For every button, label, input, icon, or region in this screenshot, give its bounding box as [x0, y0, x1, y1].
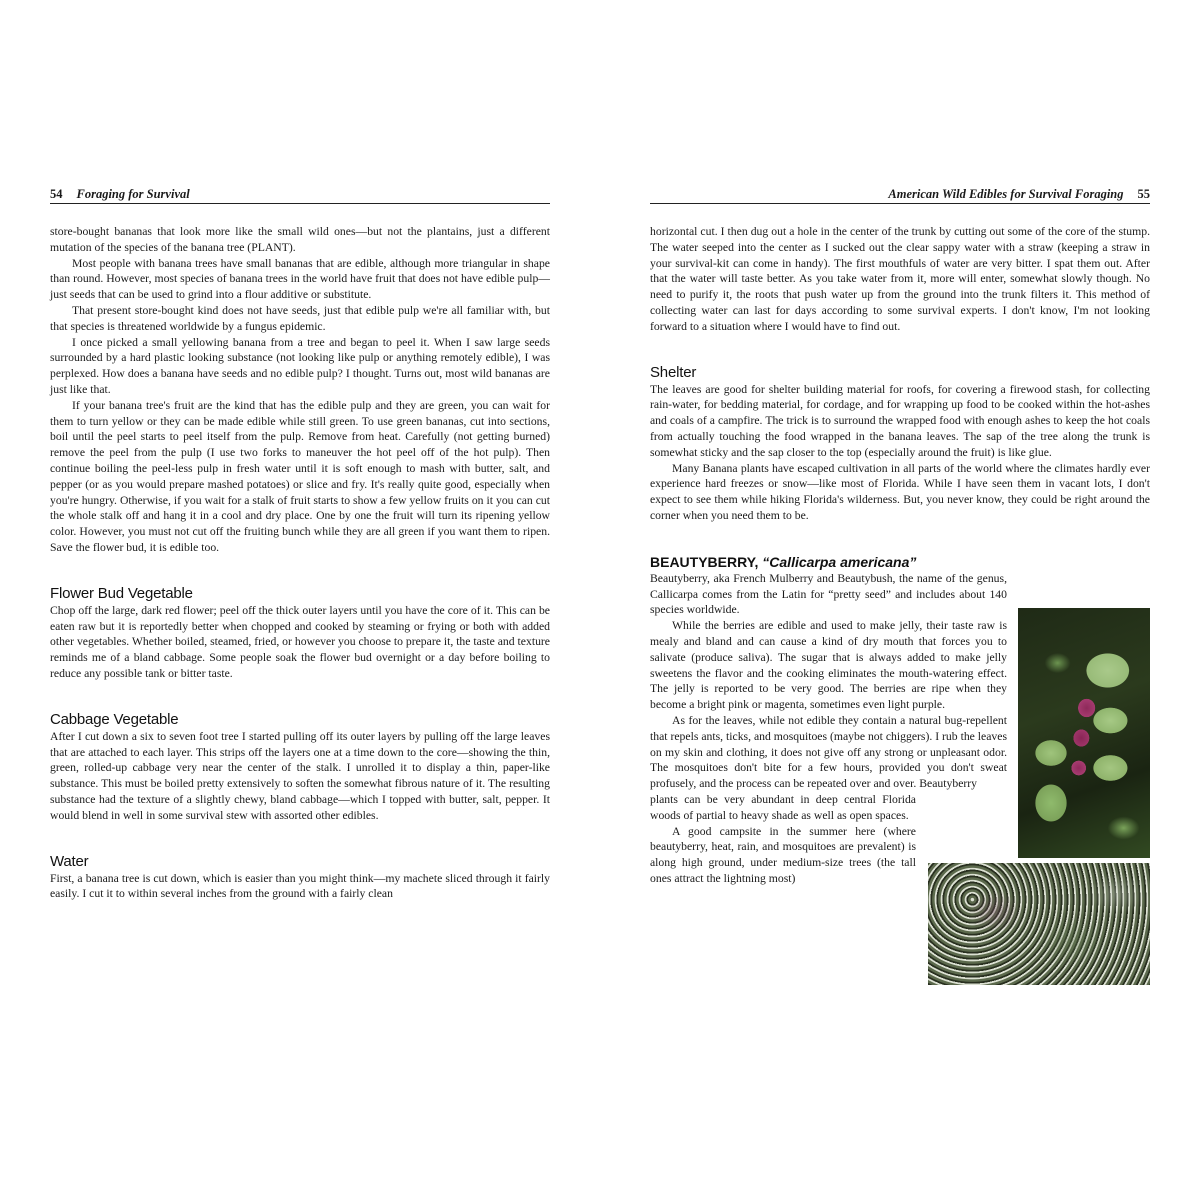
- paragraph: A good campsite in the summer here (where beautyberry, heat, rain, and mosquitoes are prevalent) is along high ground, under medium-size trees (the tall ones attract the lightning most): [650, 824, 916, 885]
- paragraph: Most people with banana trees have small bananas that are edible, although more triangular in shape than round. However, most species of banana trees in the world have fruit that does not have edible pulp—just seeds that can be used to grind into a flour additive or substitute.: [50, 256, 550, 302]
- plant-common-name: BEAUTYBERRY,: [650, 553, 759, 570]
- paragraph: plants can be very abundant in deep central Florida woods of partial to heavy shade as well as open spaces.: [650, 792, 916, 822]
- plant-heading-beautyberry: [650, 553, 1150, 571]
- beautyberry-bush-photo: [928, 863, 1150, 985]
- paragraph: As for the leaves, while not edible they contain a natural bug-repellent that repels ants, ticks, and mosquitoes (maybe not chiggers). I rub the leaves on my skin and clothing, it does not give off any strong or unpleasant odor. The mosquitoes don't bite for a few hours, provided you don't sweat profusely, and the process can be repeated over and over. Beautyberry: [650, 713, 1007, 791]
- paragraph: If your banana tree's fruit are the kind that has the edible pulp and they are green, you can wait for them to turn yellow or they can be made edible while still green. To use green bananas, cut into sections, boil until the peel starts to peel itself from the pulp. Remove from heat. Carefully (not getting burned) remove the peel from the pulp (I use two forks to maneuver the hot peel off of the hot pulp). Then continue boiling the peel-less pulp in fresh water until it is soft enough to mash with butter, salt, and pepper (or as you would prepare mashed potatoes) or slice and fry. It's really quite good, especially when you're hungry. Otherwise, if you wait for a stalk of fruit starts to show a few yellow fruits on it you can cut the whole stalk off and hang it in a cool and dry place. One by one the fruit will turn its ripening yellow color. However, you must not cut off the fruiting bunch while they are all green if you want them to ripen. Save the flower bud, it is edible too.: [50, 398, 550, 554]
- beautyberry-branch-photo: [1018, 608, 1150, 858]
- running-head-title: Foraging for Survival: [76, 187, 190, 201]
- paragraph: Beautyberry, aka French Mulberry and Beautybush, the name of the genus, Callicarpa comes from the Latin for “pretty seed” and includes about 140 species worldwide.: [650, 571, 1007, 617]
- page-number: 55: [1137, 187, 1150, 201]
- paragraph: While the berries are edible and used to make jelly, their taste raw is mealy and bland and can cause a kind of dry mouth that forces you to salivate (produce saliva). The sugar that is always added to make jelly sweetens the flavor and the cooking eliminates the mouth-watering effect. The jelly is reported to be very good. The berries are ripe when they become a bright pink or magenta, sometimes even light purple.: [650, 619, 1007, 712]
- paragraph: horizontal cut. I then dug out a hole in the center of the trunk by cutting out some of the core of the stump. The water seeped into the center as I sucked out the clear sappy water with a straw (keeping a straw in your survival-kit can come in handy). The first mouthfuls of water are very bitter. I spat them out. After that the water will taste better. As you take water from it, more will enter, somewhat slowly though. No need to purify it, the roots that push water up from the ground into the trunk filters it. This method of collecting water can last for days according to some survival experts. I don't know, I'm not looking forward to a situation where I would have to find out.: [650, 225, 1150, 333]
- section-heading-flower-bud: Flower Bud Vegetable: [50, 584, 193, 602]
- paragraph: Chop off the large, dark red flower; peel off the thick outer layers until you have the core of it. This can be eaten raw but it is reportedly better when chopped and cooked by steaming or frying or both with added other vegetables. Whether boiled, steamed, fried, or however you choose to prepare it, the taste and texture reminds me of a bland cabbage. Some people soak the flower bud overnight or a day before boiling to reduce any possible tank or bitter taste.: [50, 603, 550, 680]
- plant-latin-name: “Callicarpa americana”: [762, 553, 917, 570]
- paragraph: The leaves are good for shelter building material for roofs, for covering a firewood stash, for collecting rain-water, for bedding material, for cordage, and for wrapping up food to be cooked within the hot-ashes and coals of a campfire. The trick is to surround the wrapped food with enough ashes to keep the hot coals from actually touching the food wrapped in the banana leaves. The sap of the tree along the trunk is somewhat sticky and the sap closer to the top (especially around the fruit) is like glue.: [650, 382, 1150, 459]
- paragraph: store-bought bananas that look more like the small wild ones—but not the plantains, just a different mutation of the species of the banana tree (PLANT).: [50, 225, 550, 254]
- paragraph: That present store-bought kind does not have seeds, just that edible pulp we're all familiar with, but that species is threatened worldwide by a fungus epidemic.: [50, 303, 550, 333]
- left-page: [50, 186, 550, 902]
- left-running-head: [50, 186, 550, 204]
- right-running-head: [650, 186, 1150, 204]
- beautyberry-text-narrower: [650, 792, 916, 887]
- left-page-body: [50, 224, 550, 902]
- running-head-title: American Wild Edibles for Survival Foraging: [888, 187, 1124, 201]
- section-heading-cabbage: Cabbage Vegetable: [50, 710, 179, 728]
- page-number: 54: [50, 187, 63, 201]
- paragraph: After I cut down a six to seven foot tree I started pulling off its outer layers by pulling off the large leaves that are attached to each layer. This strips off the layers one at a time down to the core—showing the thin, green, rolled-up cabbage very near the center of the stalk. I unrolled it to display a thin, paper-like substance. This must be boiled pretty extensively to soften the somewhat fibrous nature of it. The resulting substance had the texture of a slightly chewy, bland cabbage—which I topped with butter, salt, pepper. It would blend in well in some survival stew with assorted other edibles.: [50, 729, 550, 822]
- paragraph: I once picked a small yellowing banana from a tree and began to peel it. When I saw large seeds surrounded by a hard plastic looking substance (not looking like pulp or anything remotely edible), I was perplexed. How does a banana have seeds and no edible pulp? I thought. Turns out, most wild bananas are just like that.: [50, 335, 550, 396]
- paragraph: First, a banana tree is cut down, which is easier than you might think—my machete sliced through it fairly easily. I cut it to within several inches from the ground with a fairly clean: [50, 871, 550, 901]
- beautyberry-text-narrow: [650, 571, 1007, 792]
- paragraph: Many Banana plants have escaped cultivation in all parts of the world where the climates hardly ever experience hard freezes or snow—like most of Florida. While I have seen them in vacant lots, I don't expect to see them while hiking Florida's wilderness. But, you never know, they could be right around the corner when you need them to be.: [650, 461, 1150, 522]
- section-heading-water: Water: [50, 852, 89, 870]
- section-heading-shelter: Shelter: [650, 363, 697, 381]
